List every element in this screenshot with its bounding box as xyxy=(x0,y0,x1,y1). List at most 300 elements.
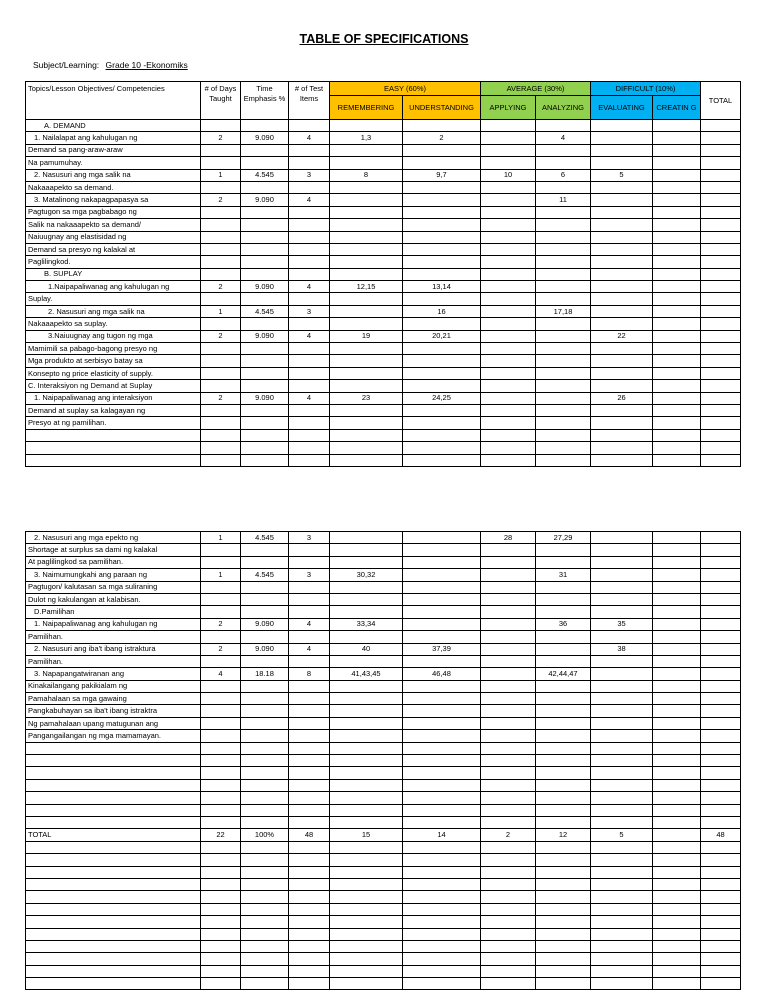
total-cell xyxy=(701,903,741,915)
days-cell xyxy=(201,593,241,605)
topic-cell xyxy=(26,916,201,928)
rem-cell: 23 xyxy=(330,392,403,404)
time-cell xyxy=(241,767,289,779)
ana-cell: 6 xyxy=(536,169,591,181)
app-cell xyxy=(481,256,536,268)
eva-cell: 35 xyxy=(591,618,653,630)
ana-cell xyxy=(536,392,591,404)
items-cell xyxy=(289,355,330,367)
table-row xyxy=(26,705,741,717)
topic-cell: Demand at suplay sa kalagayan ng xyxy=(26,404,201,416)
rem-cell xyxy=(330,717,403,729)
total-cell xyxy=(701,816,741,828)
app-cell xyxy=(481,268,536,280)
cre-cell xyxy=(653,928,701,940)
ana-cell xyxy=(536,281,591,293)
header-total: TOTAL xyxy=(701,82,741,120)
items-cell xyxy=(289,792,330,804)
cre-cell xyxy=(653,767,701,779)
app-cell xyxy=(481,928,536,940)
total-cell xyxy=(701,978,741,990)
time-cell xyxy=(241,581,289,593)
time-cell xyxy=(241,144,289,156)
cre-cell xyxy=(653,404,701,416)
days-cell xyxy=(201,730,241,742)
days-cell xyxy=(201,717,241,729)
und-cell xyxy=(403,606,481,618)
items-cell xyxy=(289,903,330,915)
und-cell: 46,48 xyxy=(403,668,481,680)
total-cell xyxy=(701,779,741,791)
days-cell xyxy=(201,556,241,568)
table-row xyxy=(26,655,741,667)
app-cell xyxy=(481,404,536,416)
days-cell xyxy=(201,544,241,556)
eva-cell xyxy=(591,792,653,804)
total-cell xyxy=(701,305,741,317)
table-row xyxy=(26,717,741,729)
table-row xyxy=(26,367,741,379)
ana-cell xyxy=(536,454,591,466)
cre-cell xyxy=(653,120,701,132)
app-cell xyxy=(481,281,536,293)
items-cell xyxy=(289,841,330,853)
rem-cell xyxy=(330,243,403,255)
cre-cell xyxy=(653,618,701,630)
table-row xyxy=(26,392,741,404)
app-cell xyxy=(481,816,536,828)
eva-cell xyxy=(591,755,653,767)
topic-cell xyxy=(26,953,201,965)
app-cell xyxy=(481,693,536,705)
rem-cell xyxy=(330,816,403,828)
time-cell xyxy=(241,120,289,132)
time-cell xyxy=(241,544,289,556)
eva-cell xyxy=(591,243,653,255)
days-cell: 1 xyxy=(201,569,241,581)
rem-cell xyxy=(330,779,403,791)
rem-cell xyxy=(330,380,403,392)
eva-cell xyxy=(591,219,653,231)
topic-cell: Salik na nakaaapekto sa demand/ xyxy=(26,219,201,231)
days-cell: 4 xyxy=(201,668,241,680)
app-cell xyxy=(481,355,536,367)
eva-cell xyxy=(591,606,653,618)
und-cell xyxy=(403,417,481,429)
total-cell xyxy=(701,606,741,618)
table-row xyxy=(26,742,741,754)
eva-cell xyxy=(591,120,653,132)
topic-cell: Nakaaapekto sa suplay. xyxy=(26,318,201,330)
total-cell xyxy=(701,132,741,144)
ana-cell xyxy=(536,429,591,441)
items-cell: 4 xyxy=(289,132,330,144)
eva-cell xyxy=(591,157,653,169)
topic-cell: Pamilihan. xyxy=(26,655,201,667)
ana-cell xyxy=(536,120,591,132)
und-cell xyxy=(403,804,481,816)
eva-cell xyxy=(591,816,653,828)
rem-cell: 33,34 xyxy=(330,618,403,630)
und-cell xyxy=(403,544,481,556)
header-topics: Topics/Lesson Objectives/ Competencies xyxy=(26,82,201,120)
total-cell xyxy=(701,891,741,903)
ana-cell xyxy=(536,380,591,392)
app-cell xyxy=(481,157,536,169)
ana-cell xyxy=(536,953,591,965)
und-cell xyxy=(403,231,481,243)
ana-cell xyxy=(536,219,591,231)
und-cell xyxy=(403,792,481,804)
items-cell xyxy=(289,367,330,379)
ana-cell xyxy=(536,157,591,169)
eva-cell xyxy=(591,693,653,705)
total-cell xyxy=(701,330,741,342)
table-row xyxy=(26,243,741,255)
items-cell xyxy=(289,804,330,816)
ana-cell: 27,29 xyxy=(536,532,591,544)
topic-cell: Ng pamahalaan upang matugunan ang xyxy=(26,717,201,729)
und-cell xyxy=(403,367,481,379)
time-cell xyxy=(241,755,289,767)
topic-cell: 3. Naimumungkahi ang paraan ng xyxy=(26,569,201,581)
rem-cell xyxy=(330,157,403,169)
total-cell: 48 xyxy=(701,829,741,841)
items-cell xyxy=(289,544,330,556)
ana-cell xyxy=(536,631,591,643)
days-cell xyxy=(201,916,241,928)
items-cell xyxy=(289,717,330,729)
time-cell xyxy=(241,655,289,667)
time-cell: 4.545 xyxy=(241,532,289,544)
eva-cell xyxy=(591,206,653,218)
days-cell xyxy=(201,804,241,816)
und-cell xyxy=(403,965,481,977)
und-cell: 2 xyxy=(403,132,481,144)
und-cell xyxy=(403,181,481,193)
und-cell xyxy=(403,655,481,667)
days-cell xyxy=(201,144,241,156)
und-cell xyxy=(403,978,481,990)
time-cell: 9.090 xyxy=(241,281,289,293)
cre-cell xyxy=(653,878,701,890)
cre-cell xyxy=(653,293,701,305)
days-cell xyxy=(201,841,241,853)
days-cell xyxy=(201,792,241,804)
cre-cell xyxy=(653,380,701,392)
table-row xyxy=(26,593,741,605)
cre-cell xyxy=(653,854,701,866)
cre-cell xyxy=(653,206,701,218)
items-cell xyxy=(289,816,330,828)
app-cell: 10 xyxy=(481,169,536,181)
topic-cell: Pangkabuhayan sa iba't ibang istraktra xyxy=(26,705,201,717)
table-row xyxy=(26,281,741,293)
table-row xyxy=(26,544,741,556)
header-time: Time Emphasis % xyxy=(241,82,289,120)
topic-cell: 2. Nasusuri ang mga epekto ng xyxy=(26,532,201,544)
specifications-table-top xyxy=(25,81,741,467)
days-cell xyxy=(201,442,241,454)
eva-cell xyxy=(591,556,653,568)
ana-cell xyxy=(536,544,591,556)
items-cell xyxy=(289,730,330,742)
ana-cell xyxy=(536,792,591,804)
app-cell xyxy=(481,978,536,990)
rem-cell xyxy=(330,965,403,977)
days-cell xyxy=(201,693,241,705)
table-row xyxy=(26,767,741,779)
topic-cell xyxy=(26,792,201,804)
time-cell xyxy=(241,978,289,990)
und-cell xyxy=(403,916,481,928)
table-row xyxy=(26,206,741,218)
app-cell xyxy=(481,305,536,317)
cre-cell xyxy=(653,367,701,379)
eva-cell xyxy=(591,569,653,581)
days-cell xyxy=(201,755,241,767)
eva-cell xyxy=(591,891,653,903)
time-cell xyxy=(241,429,289,441)
time-cell xyxy=(241,181,289,193)
cre-cell xyxy=(653,755,701,767)
total-cell xyxy=(701,144,741,156)
time-cell: 4.545 xyxy=(241,305,289,317)
table-row xyxy=(26,268,741,280)
topic-cell: At paglilingkod sa pamilihan. xyxy=(26,556,201,568)
eva-cell xyxy=(591,953,653,965)
app-cell xyxy=(481,593,536,605)
table-row xyxy=(26,305,741,317)
total-cell xyxy=(701,841,741,853)
app-cell xyxy=(481,206,536,218)
ana-cell xyxy=(536,330,591,342)
topic-cell: 1. Nailalapat ang kahulugan ng xyxy=(26,132,201,144)
time-cell: 9.090 xyxy=(241,194,289,206)
time-cell xyxy=(241,891,289,903)
topic-cell xyxy=(26,854,201,866)
ana-cell xyxy=(536,442,591,454)
total-cell xyxy=(701,556,741,568)
items-cell xyxy=(289,442,330,454)
und-cell: 37,39 xyxy=(403,643,481,655)
table-row xyxy=(26,404,741,416)
subject-line xyxy=(33,60,188,70)
app-cell xyxy=(481,231,536,243)
items-cell xyxy=(289,693,330,705)
time-cell xyxy=(241,792,289,804)
app-cell xyxy=(481,380,536,392)
time-cell xyxy=(241,903,289,915)
topic-cell: 1. Naipapaliwanag ang kahulugan ng xyxy=(26,618,201,630)
days-cell: 2 xyxy=(201,132,241,144)
total-cell xyxy=(701,755,741,767)
time-cell xyxy=(241,355,289,367)
topic-cell: A. DEMAND xyxy=(26,120,201,132)
eva-cell xyxy=(591,705,653,717)
cre-cell xyxy=(653,891,701,903)
app-cell xyxy=(481,866,536,878)
rem-cell xyxy=(330,978,403,990)
topic-cell: C. Interaksiyon ng Demand at Suplay xyxy=(26,380,201,392)
topic-cell xyxy=(26,841,201,853)
table-row xyxy=(26,878,741,890)
rem-cell xyxy=(330,429,403,441)
days-cell: 2 xyxy=(201,194,241,206)
topic-cell: Konsepto ng price elasticity of supply. xyxy=(26,367,201,379)
topic-cell xyxy=(26,442,201,454)
rem-cell: 15 xyxy=(330,829,403,841)
app-cell xyxy=(481,854,536,866)
eva-cell xyxy=(591,916,653,928)
header-analyzing: ANALYZING xyxy=(536,96,591,120)
items-cell xyxy=(289,318,330,330)
days-cell xyxy=(201,417,241,429)
rem-cell xyxy=(330,442,403,454)
cre-cell xyxy=(653,194,701,206)
und-cell xyxy=(403,206,481,218)
time-cell xyxy=(241,417,289,429)
table-row xyxy=(26,157,741,169)
cre-cell xyxy=(653,779,701,791)
eva-cell xyxy=(591,854,653,866)
ana-cell xyxy=(536,767,591,779)
items-cell xyxy=(289,779,330,791)
eva-cell xyxy=(591,417,653,429)
items-cell xyxy=(289,680,330,692)
header-days: # of Days Taught xyxy=(201,82,241,120)
time-cell xyxy=(241,841,289,853)
rem-cell xyxy=(330,355,403,367)
topic-cell: Suplay. xyxy=(26,293,201,305)
table-row xyxy=(26,779,741,791)
cre-cell xyxy=(653,903,701,915)
ana-cell xyxy=(536,742,591,754)
topic-cell: 1.Naipapaliwanag ang kahulugan ng xyxy=(26,281,201,293)
items-cell xyxy=(289,206,330,218)
und-cell: 14 xyxy=(403,829,481,841)
table-row xyxy=(26,231,741,243)
eva-cell: 38 xyxy=(591,643,653,655)
ana-cell xyxy=(536,404,591,416)
eva-cell xyxy=(591,878,653,890)
app-cell: 2 xyxy=(481,829,536,841)
cre-cell xyxy=(653,417,701,429)
ana-cell: 36 xyxy=(536,618,591,630)
items-cell: 3 xyxy=(289,532,330,544)
app-cell xyxy=(481,581,536,593)
table-row xyxy=(26,581,741,593)
cre-cell xyxy=(653,841,701,853)
rem-cell xyxy=(330,293,403,305)
cre-cell xyxy=(653,343,701,355)
days-cell xyxy=(201,454,241,466)
cre-cell xyxy=(653,305,701,317)
eva-cell xyxy=(591,940,653,952)
specifications-table-bottom xyxy=(25,531,741,990)
table-row xyxy=(26,816,741,828)
total-cell xyxy=(701,717,741,729)
items-cell xyxy=(289,404,330,416)
days-cell: 2 xyxy=(201,618,241,630)
cre-cell xyxy=(653,355,701,367)
time-cell xyxy=(241,854,289,866)
app-cell xyxy=(481,767,536,779)
cre-cell xyxy=(653,181,701,193)
rem-cell xyxy=(330,606,403,618)
eva-cell xyxy=(591,194,653,206)
items-cell xyxy=(289,916,330,928)
und-cell: 16 xyxy=(403,305,481,317)
app-cell xyxy=(481,144,536,156)
total-cell xyxy=(701,157,741,169)
table-row xyxy=(26,693,741,705)
items-cell xyxy=(289,144,330,156)
ana-cell xyxy=(536,293,591,305)
und-cell xyxy=(403,380,481,392)
eva-cell xyxy=(591,581,653,593)
und-cell xyxy=(403,891,481,903)
und-cell xyxy=(403,268,481,280)
eva-cell: 26 xyxy=(591,392,653,404)
total-cell xyxy=(701,730,741,742)
items-cell xyxy=(289,854,330,866)
cre-cell xyxy=(653,330,701,342)
rem-cell xyxy=(330,417,403,429)
total-cell xyxy=(701,268,741,280)
cre-cell xyxy=(653,742,701,754)
table-row xyxy=(26,804,741,816)
days-cell xyxy=(201,581,241,593)
topic-cell xyxy=(26,940,201,952)
und-cell xyxy=(403,953,481,965)
total-cell xyxy=(701,194,741,206)
eva-cell: 22 xyxy=(591,330,653,342)
table-row xyxy=(26,556,741,568)
items-cell xyxy=(289,742,330,754)
cre-cell xyxy=(653,816,701,828)
total-cell xyxy=(701,293,741,305)
table-row xyxy=(26,569,741,581)
topic-cell xyxy=(26,779,201,791)
und-cell: 9,7 xyxy=(403,169,481,181)
items-cell xyxy=(289,631,330,643)
und-cell xyxy=(403,618,481,630)
app-cell xyxy=(481,454,536,466)
items-cell xyxy=(289,965,330,977)
und-cell xyxy=(403,355,481,367)
time-cell xyxy=(241,878,289,890)
total-cell xyxy=(701,367,741,379)
eva-cell xyxy=(591,742,653,754)
cre-cell xyxy=(653,243,701,255)
items-cell xyxy=(289,231,330,243)
topic-cell: Mga produkto at serbisyo batay sa xyxy=(26,355,201,367)
time-cell xyxy=(241,343,289,355)
days-cell xyxy=(201,606,241,618)
ana-cell xyxy=(536,655,591,667)
eva-cell xyxy=(591,181,653,193)
table-row xyxy=(26,417,741,429)
header-understanding: UNDERSTANDING xyxy=(403,96,481,120)
total-cell xyxy=(701,318,741,330)
und-cell xyxy=(403,767,481,779)
rem-cell xyxy=(330,231,403,243)
rem-cell xyxy=(330,544,403,556)
eva-cell xyxy=(591,404,653,416)
days-cell xyxy=(201,854,241,866)
cre-cell xyxy=(653,866,701,878)
